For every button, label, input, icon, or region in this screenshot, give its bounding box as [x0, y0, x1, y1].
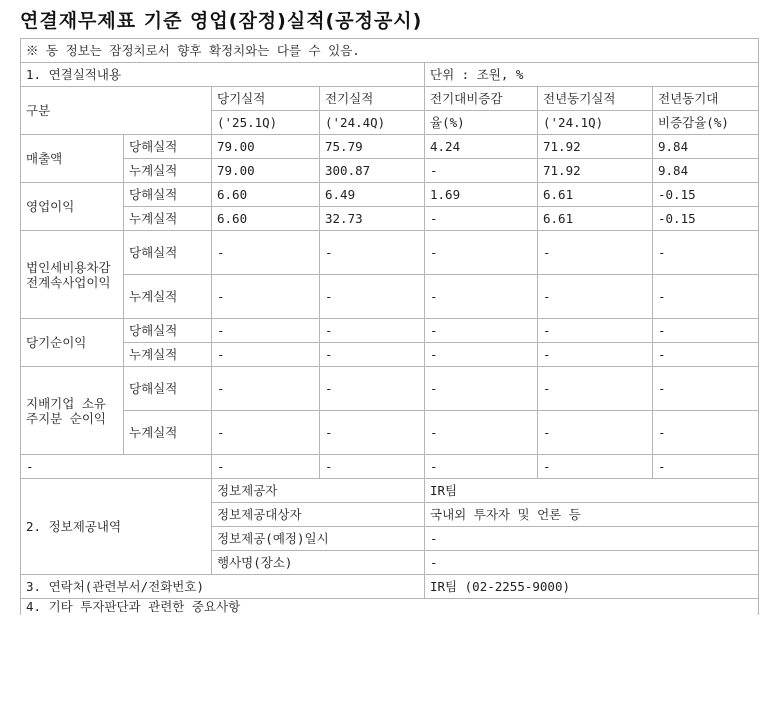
table-cell: -	[653, 343, 759, 367]
info-key: 정보제공(예정)일시	[212, 527, 425, 551]
table-cell: 6.60	[212, 207, 320, 231]
row-type-label: 누계실적	[124, 411, 212, 455]
table-cell: -	[425, 411, 538, 455]
table-cell: -	[320, 367, 425, 411]
info-row	[21, 479, 759, 503]
table-row	[21, 207, 759, 231]
header-year-ago-quarter: ('24.1Q)	[538, 111, 653, 135]
table-cell: 9.84	[653, 135, 759, 159]
table-row	[21, 231, 759, 275]
row-type-label: 누계실적	[124, 343, 212, 367]
table-cell: -	[425, 455, 538, 479]
table-cell: -	[653, 231, 759, 275]
table-cell: -	[212, 319, 320, 343]
table-cell: -	[320, 231, 425, 275]
table-row	[21, 159, 759, 183]
header-qoq-unit: 율(%)	[425, 111, 538, 135]
header-category: 구분	[21, 87, 212, 135]
disclosure-table	[20, 38, 759, 615]
table-cell: -0.15	[653, 207, 759, 231]
row-type-label: 당해실적	[124, 319, 212, 343]
table-cell: -	[425, 367, 538, 411]
header-current-period: 당기실적	[212, 87, 320, 111]
table-cell: -	[320, 343, 425, 367]
table-row	[21, 183, 759, 207]
table-cell: 71.92	[538, 159, 653, 183]
section4-label: 4. 기타 투자판단과 관련한 중요사항	[21, 599, 759, 615]
table-cell: -	[538, 455, 653, 479]
header-year-ago-period: 전년동기실적	[538, 87, 653, 111]
table-cell: -	[425, 275, 538, 319]
table-cell: -	[212, 367, 320, 411]
table-cell: 1.69	[425, 183, 538, 207]
section1-label: 1. 연결실적내용	[21, 63, 425, 87]
notice-row	[21, 39, 759, 63]
contact-row	[21, 575, 759, 599]
table-cell: -	[425, 159, 538, 183]
table-cell: -	[212, 411, 320, 455]
table-cell: 32.73	[320, 207, 425, 231]
info-value: -	[425, 527, 759, 551]
table-row	[21, 319, 759, 343]
table-cell: -	[538, 275, 653, 319]
row-name: 영업이익	[21, 183, 124, 231]
row-name: 당기순이익	[21, 319, 124, 367]
table-cell: 71.92	[538, 135, 653, 159]
table-row	[21, 343, 759, 367]
table-cell: 6.61	[538, 207, 653, 231]
table-cell: -	[653, 367, 759, 411]
table-row	[21, 367, 759, 411]
table-cell: -	[425, 207, 538, 231]
table-cell: 75.79	[320, 135, 425, 159]
table-row	[21, 411, 759, 455]
table-cell: -	[425, 343, 538, 367]
table-cell: 79.00	[212, 159, 320, 183]
row-type-label: 당해실적	[124, 367, 212, 411]
table-cell: 4.24	[425, 135, 538, 159]
contact-value: IR팀 (02-2255-9000)	[425, 575, 759, 599]
table-cell: -	[538, 367, 653, 411]
row-name: 지배기업 소유주지분 순이익	[21, 367, 124, 455]
table-row	[21, 275, 759, 319]
table-cell: -	[538, 411, 653, 455]
section1-row	[21, 63, 759, 87]
row-type-label: 누계실적	[124, 159, 212, 183]
table-cell: 6.49	[320, 183, 425, 207]
extra-row-label: -	[21, 455, 212, 479]
table-cell: -	[653, 275, 759, 319]
header-yoy-unit: 비증감율(%)	[653, 111, 759, 135]
notice-text: ※ 동 정보는 잠정치로서 향후 확정치와는 다를 수 있음.	[21, 39, 759, 63]
row-name: 법인세비용차감전계속사업이익	[21, 231, 124, 319]
table-cell: -	[320, 455, 425, 479]
table-cell: -	[320, 275, 425, 319]
table-cell: -	[425, 231, 538, 275]
table-row	[21, 455, 759, 479]
table-cell: -	[538, 343, 653, 367]
table-cell: -	[653, 411, 759, 455]
info-key: 정보제공자	[212, 479, 425, 503]
header-qoq-change: 전기대비증감	[425, 87, 538, 111]
table-cell: -0.15	[653, 183, 759, 207]
row-type-label: 당해실적	[124, 183, 212, 207]
header-row-1	[21, 87, 759, 111]
table-cell: -	[653, 319, 759, 343]
header-yoy-change: 전년동기대	[653, 87, 759, 111]
table-cell: -	[538, 319, 653, 343]
header-previous-quarter: ('24.4Q)	[320, 111, 425, 135]
table-cell: 79.00	[212, 135, 320, 159]
row-type-label: 당해실적	[124, 231, 212, 275]
section2-label: 2. 정보제공내역	[21, 479, 212, 575]
page-title: 연결재무제표 기준 영업(잠정)실적(공정공시)	[20, 10, 423, 32]
table-cell: 300.87	[320, 159, 425, 183]
info-value: IR팀	[425, 479, 759, 503]
table-cell: -	[212, 343, 320, 367]
table-cell: 9.84	[653, 159, 759, 183]
table-cell: 6.61	[538, 183, 653, 207]
table-cell: -	[212, 455, 320, 479]
info-key: 정보제공대상자	[212, 503, 425, 527]
row-type-label: 누계실적	[124, 207, 212, 231]
table-cell: -	[538, 231, 653, 275]
table-cell: -	[212, 275, 320, 319]
row-name: 매출액	[21, 135, 124, 183]
table-cell: -	[320, 319, 425, 343]
info-value: -	[425, 551, 759, 575]
unit-label: 단위 : 조원, %	[425, 63, 759, 87]
table-cell: -	[425, 319, 538, 343]
header-previous-period: 전기실적	[320, 87, 425, 111]
row-type-label: 당해실적	[124, 135, 212, 159]
row-type-label: 누계실적	[124, 275, 212, 319]
table-cell: -	[653, 455, 759, 479]
other-row	[21, 599, 759, 615]
table-cell: -	[212, 231, 320, 275]
section3-label: 3. 연락처(관련부서/전화번호)	[21, 575, 425, 599]
header-current-quarter: ('25.1Q)	[212, 111, 320, 135]
info-value: 국내외 투자자 및 언론 등	[425, 503, 759, 527]
info-key: 행사명(장소)	[212, 551, 425, 575]
table-cell: 6.60	[212, 183, 320, 207]
table-cell: -	[320, 411, 425, 455]
table-row	[21, 135, 759, 159]
